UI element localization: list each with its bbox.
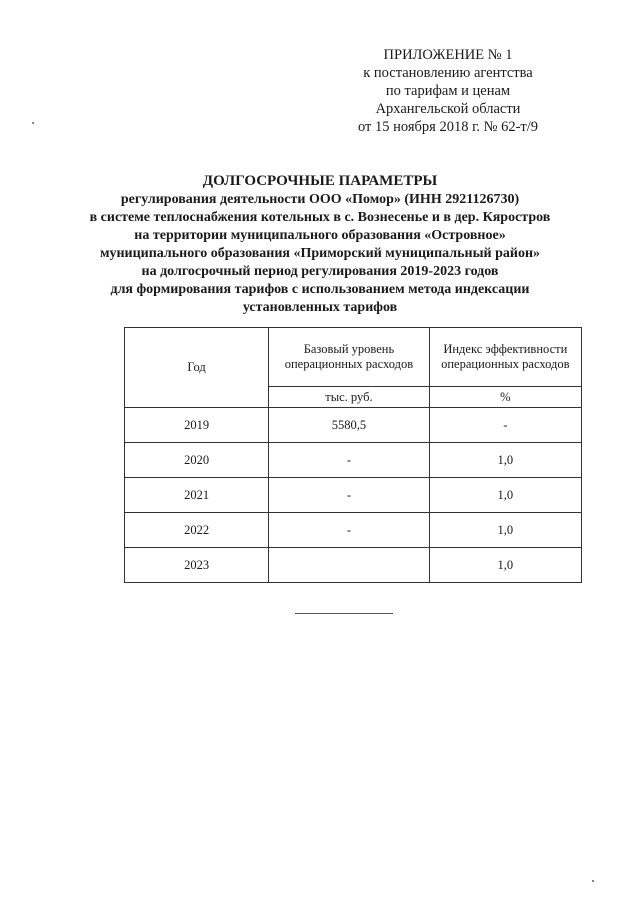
- header-base-level-line1: Базовый уровень: [303, 342, 395, 356]
- cell-base-level: 5580,5: [269, 408, 429, 443]
- title-line: на долгосрочный период регулирования 2019-2023 годов: [141, 264, 499, 279]
- cell-efficiency-index: 1,0: [429, 548, 581, 583]
- header-year: Год: [125, 328, 269, 408]
- title-line: муниципального образования «Приморский муниципальный район»: [99, 246, 541, 261]
- table-row: [125, 513, 582, 548]
- scan-artifact: [592, 880, 594, 882]
- appendix-line: к постановлению агентства: [363, 65, 533, 81]
- table-row: [125, 478, 582, 513]
- title-line: установленных тарифов: [242, 300, 398, 315]
- cell-year: 2022: [125, 513, 269, 548]
- unit-efficiency-index: %: [429, 387, 581, 408]
- header-efficiency-index-line1: Индекс эффективности: [443, 342, 568, 356]
- appendix-line: Архангельской области: [375, 101, 521, 117]
- appendix-title: ПРИЛОЖЕНИЕ № 1: [383, 47, 513, 63]
- closing-divider: [295, 613, 393, 614]
- cell-efficiency-index: -: [429, 408, 581, 443]
- cell-year: 2023: [125, 548, 269, 583]
- cell-base-level: -: [269, 513, 429, 548]
- cell-efficiency-index: 1,0: [429, 513, 581, 548]
- cell-base-level: -: [269, 443, 429, 478]
- table-row: [125, 548, 582, 583]
- appendix-header: [338, 46, 558, 136]
- table-row: [125, 443, 582, 478]
- header-base-level: [269, 328, 429, 387]
- header-efficiency-index-line2: операционных расходов: [441, 357, 570, 371]
- table-row: [125, 408, 582, 443]
- cell-base-level: [269, 548, 429, 583]
- appendix-date-number: от 15 ноября 2018 г. № 62-т/9: [357, 119, 539, 135]
- parameters-table: [124, 327, 582, 583]
- table-header-row: [125, 328, 582, 387]
- unit-base-level: тыс. руб.: [269, 387, 429, 408]
- cell-efficiency-index: 1,0: [429, 478, 581, 513]
- document-title: ДОЛГОСРОЧНЫЕ ПАРАМЕТРЫ: [202, 173, 438, 189]
- cell-base-level: -: [269, 478, 429, 513]
- cell-year: 2021: [125, 478, 269, 513]
- cell-efficiency-index: 1,0: [429, 443, 581, 478]
- cell-year: 2019: [125, 408, 269, 443]
- title-line: регулирования деятельности ООО «Помор» (ИНН 2921126730): [120, 192, 520, 207]
- document-title-block: [0, 172, 640, 317]
- title-line: в системе теплоснабжения котельных в с. Вознесенье и в дер. Кяростров: [89, 210, 551, 225]
- header-efficiency-index: [429, 328, 581, 387]
- appendix-line: по тарифам и ценам: [385, 83, 511, 99]
- scan-artifact: [32, 122, 34, 124]
- header-base-level-line2: операционных расходов: [284, 357, 414, 371]
- title-line: для формирования тарифов с использованием метода индексации: [110, 282, 530, 297]
- cell-year: 2020: [125, 443, 269, 478]
- title-line: на территории муниципального образования «Островное»: [134, 228, 506, 243]
